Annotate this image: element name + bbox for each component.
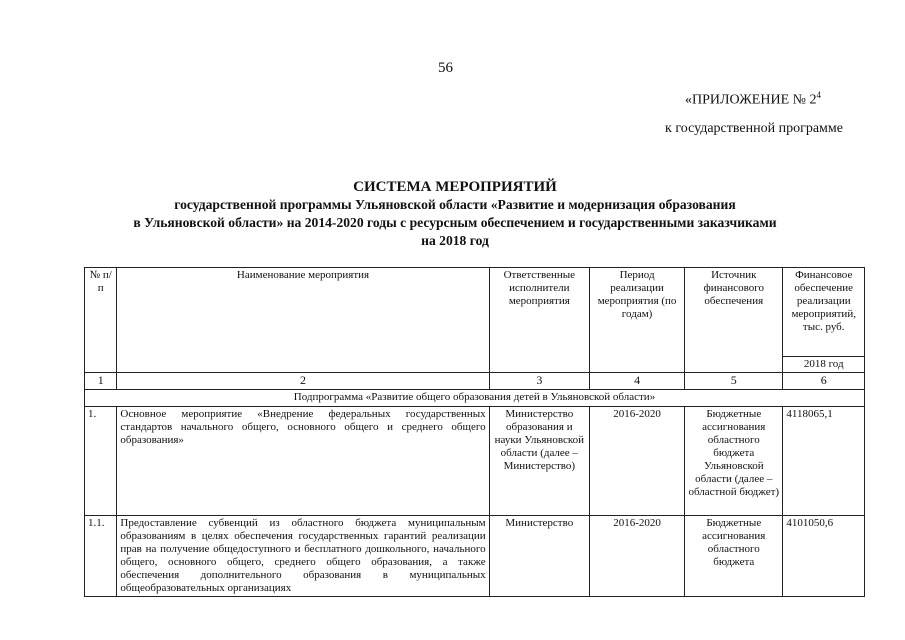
row-amount: 4118065,1: [783, 407, 865, 516]
header-finance-year: 2018 год: [783, 357, 865, 373]
row-name: Основное мероприятие «Внедрение федеральных государственных стандартов начального общего, основного общего и среднего общего образования»: [117, 407, 489, 516]
header-executors: Ответственные исполнители мероприятия: [489, 268, 589, 373]
title-main: СИСТЕМА МЕРОПРИЯТИЙ: [353, 179, 557, 195]
column-number: 4: [590, 373, 685, 390]
subprogram-row: [85, 390, 865, 407]
subprogram-title: Подпрограмма «Развитие общего образования детей в Ульяновской области»: [85, 390, 865, 407]
header-name: Наименование мероприятия: [117, 268, 489, 373]
row-name: Предоставление субвенций из областного бюджета муниципальным образованиям в целях обеспечения государственных гарантий реализации прав на получение общедоступного и бесплатного дошкольного, начального общего, основного общего, среднего общего образования, а также обеспечения дополнительного образования в муниципальных общеобразовательных организациях: [117, 516, 489, 597]
title-line-2: в Ульяновской области» на 2014-2020 годы с ресурсным обеспечением и государственными заказчиками: [133, 215, 777, 230]
table-row: [85, 407, 865, 516]
appendix-label: [685, 90, 821, 109]
appendix-label-text: «ПРИЛОЖЕНИЕ № 2: [685, 92, 817, 108]
header-finance: Финансовое обеспечение реализации мероприятий, тыс. руб.: [783, 268, 865, 357]
table-header-row: [85, 268, 865, 357]
row-source: Бюджетные ассигнования областного бюджета: [685, 516, 783, 597]
header-num: № п/п: [85, 268, 117, 373]
document-title: [60, 178, 850, 250]
header-period: Период реализации мероприятия (по годам): [590, 268, 685, 373]
header-source: Источник финансового обеспечения: [685, 268, 783, 373]
row-executor: Министерство: [489, 516, 589, 597]
row-period: 2016-2020: [590, 407, 685, 516]
appendix-sup: 4: [816, 90, 821, 100]
page-number: 56: [438, 60, 453, 76]
table-row: [85, 516, 865, 597]
column-number: 3: [489, 373, 589, 390]
column-number: 5: [685, 373, 783, 390]
row-source: Бюджетные ассигнования областного бюджета Ульяновской области (далее – областной бюджет): [685, 407, 783, 516]
row-executor: Министерство образования и науки Ульяновской области (далее – Министерство): [489, 407, 589, 516]
row-num: 1.1.: [85, 516, 117, 597]
row-num: 1.: [85, 407, 117, 516]
column-number: 1: [85, 373, 117, 390]
row-period: 2016-2020: [590, 516, 685, 597]
row-amount: 4101050,6: [783, 516, 865, 597]
column-number: 6: [783, 373, 865, 390]
title-line-1: государственной программы Ульяновской области «Развитие и модернизация образования: [174, 197, 736, 212]
measures-table: [84, 267, 865, 597]
title-line-3: на 2018 год: [421, 233, 489, 248]
appendix-subtitle: к государственной программе: [665, 121, 843, 136]
column-number-row: [85, 373, 865, 390]
column-number: 2: [117, 373, 489, 390]
